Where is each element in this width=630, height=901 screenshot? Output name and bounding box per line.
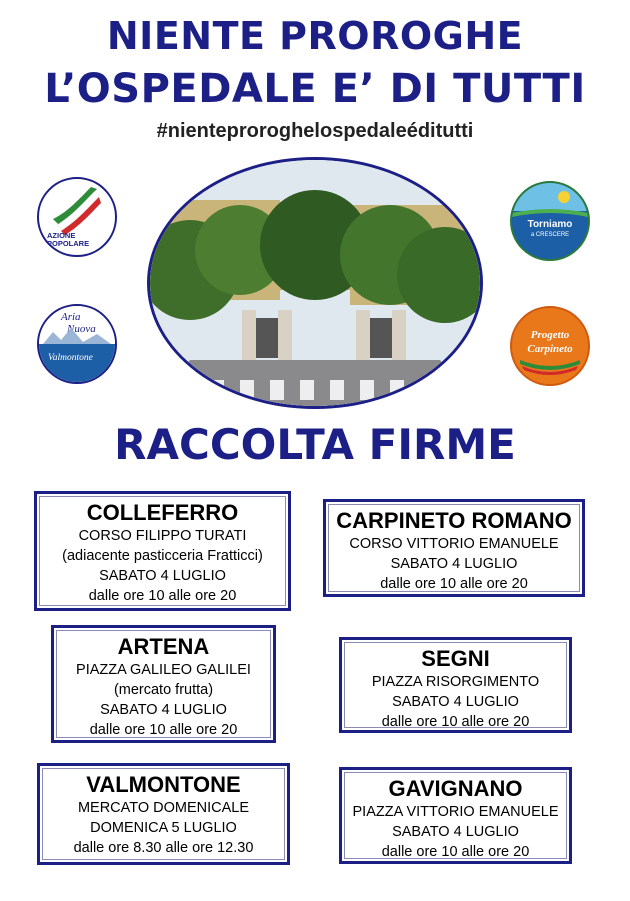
valmontone-label: Valmontone xyxy=(48,353,93,363)
location-gavignano xyxy=(339,767,572,864)
address: PIAZZA VITTORIO EMANUELE xyxy=(352,804,559,820)
carpineto-label: Carpineto xyxy=(527,343,573,355)
popolare-label: POPOLARE xyxy=(47,239,90,248)
azione-popolare-logo xyxy=(37,177,117,257)
aria-label: Aria xyxy=(61,311,81,323)
hours: dalle ore 8.30 alle ore 12.30 xyxy=(73,840,254,856)
address: PIAZZA RISORGIMENTO xyxy=(371,674,540,690)
city-name: CARPINETO ROMANO xyxy=(336,508,572,533)
city-name: VALMONTONE xyxy=(86,772,241,797)
date: DOMENICA 5 LUGLIO xyxy=(90,820,237,836)
hashtag: #nienteproroghelospedaleéditutti xyxy=(156,120,474,142)
date: SABATO 4 LUGLIO xyxy=(392,824,519,840)
aria-nuova-logo xyxy=(37,304,117,384)
progetto-carpineto-logo xyxy=(510,306,590,386)
address: CORSO FILIPPO TURATI xyxy=(78,528,247,544)
title-line-1: NIENTE PROROGHE xyxy=(106,14,524,58)
date: SABATO 4 LUGLIO xyxy=(100,702,227,718)
city-name: GAVIGNANO xyxy=(388,776,523,801)
location-colleferro xyxy=(34,491,291,611)
raccolta-firme-heading: RACCOLTA FIRME xyxy=(114,420,516,469)
city-name: ARTENA xyxy=(117,634,210,659)
address: CORSO VITTORIO EMANUELE xyxy=(349,536,559,552)
date: SABATO 4 LUGLIO xyxy=(390,556,518,572)
title-line-2: L’OSPEDALE E’ DI TUTTI xyxy=(44,66,586,112)
crescere-label: a CRESCERE xyxy=(530,232,570,238)
progetto-label: Progetto xyxy=(530,329,570,341)
hospital-photo xyxy=(147,157,483,409)
hours: dalle ore 10 alle ore 20 xyxy=(89,722,238,738)
date: SABATO 4 LUGLIO xyxy=(392,694,519,710)
address-note: (adiacente pasticceria Fratticci) xyxy=(62,548,263,564)
hours: dalle ore 10 alle ore 20 xyxy=(88,588,237,604)
address: PIAZZA GALILEO GALILEI xyxy=(76,662,251,678)
address-note: (mercato frutta) xyxy=(113,682,214,698)
city-name: SEGNI xyxy=(421,646,490,671)
location-carpineto-romano xyxy=(323,499,585,597)
city-name: COLLEFERRO xyxy=(86,500,239,525)
torniamo-label: Torniamo xyxy=(527,219,573,230)
date: SABATO 4 LUGLIO xyxy=(99,568,226,584)
hours: dalle ore 10 alle ore 20 xyxy=(381,844,530,860)
location-artena xyxy=(51,625,276,743)
torniamo-a-crescere-logo xyxy=(510,181,590,261)
azione-label: AZIONE xyxy=(47,231,76,240)
nuova-label: Nuova xyxy=(67,323,96,335)
hours: dalle ore 10 alle ore 20 xyxy=(380,576,528,592)
location-segni xyxy=(339,637,572,733)
location-valmontone xyxy=(37,763,290,865)
hours: dalle ore 10 alle ore 20 xyxy=(381,714,530,730)
address: MERCATO DOMENICALE xyxy=(77,800,250,816)
